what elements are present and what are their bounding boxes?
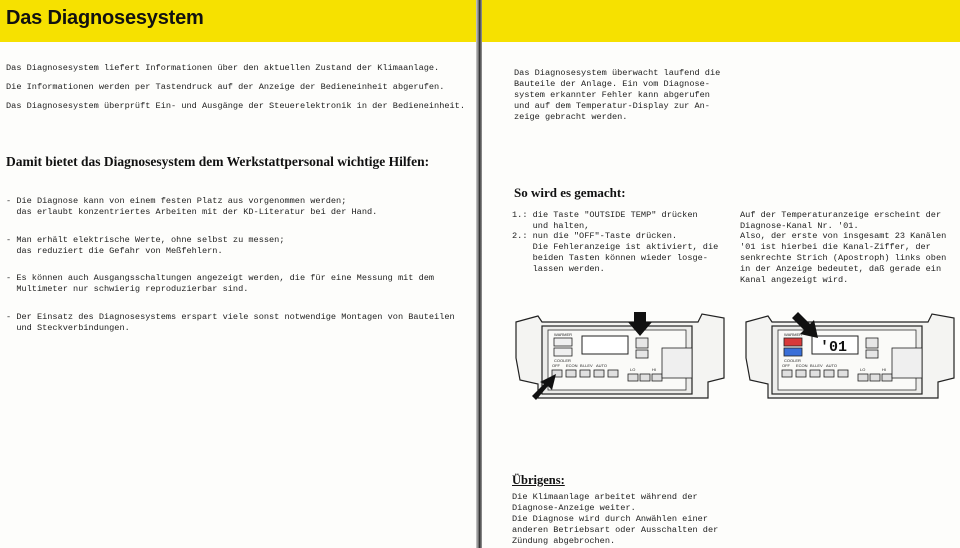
unit2-off-label: OFF bbox=[782, 363, 790, 368]
econ-label: ECON bbox=[566, 363, 578, 368]
right-page bbox=[482, 0, 960, 548]
mode-button-5 bbox=[608, 370, 618, 377]
intro-line-2: Die Informationen werden per Tastendruck auf der Anzeige der Bedieneinheit abgerufen. bbox=[6, 82, 445, 92]
unit2-cooler-label: COOLER bbox=[784, 358, 801, 363]
outside-temp-button bbox=[636, 338, 648, 348]
page-title: Das Diagnosesystem bbox=[6, 7, 204, 29]
unit2-auto-label: AUTO bbox=[826, 363, 838, 368]
unit2-fan-button-hi bbox=[882, 374, 892, 381]
header-bar-right bbox=[482, 0, 960, 42]
unit2-fan-button-lo bbox=[858, 374, 868, 381]
cooler-label: COOLER bbox=[554, 358, 571, 363]
info-line-6: in der Anzeige bedeutet, daß gerade ein bbox=[740, 264, 942, 274]
unit2-cooler-button bbox=[784, 348, 802, 356]
side-button bbox=[636, 350, 648, 358]
bullet-1-line-2: das erlaubt konzentriertes Arbeiten mit der KD-Literatur bei der Hand. bbox=[6, 207, 378, 217]
intro-line-1: Das Diagnosesystem liefert Informationen über den aktuellen Zustand der Klimaanlage. bbox=[6, 63, 440, 73]
bullet-3-line-1: - Es können auch Ausgangsschaltungen angezeigt werden, die für eine Messung mit dem bbox=[6, 273, 435, 283]
unit2-bilev-label: BI-LEV bbox=[810, 363, 823, 368]
right-intro-2: Bauteile der Anlage. Ein vom Diagnose- bbox=[514, 79, 710, 89]
left-page bbox=[0, 0, 476, 548]
bullet-2-line-2: das reduziert die Gefahr von Meßfehlern. bbox=[6, 246, 223, 256]
temp-display bbox=[582, 336, 628, 354]
info-line-7: Kanal angezeigt wird. bbox=[740, 275, 849, 285]
control-unit-illustration-result bbox=[742, 308, 958, 404]
step-line-2: und halten, bbox=[512, 221, 590, 231]
unit2-mode-button-5 bbox=[838, 370, 848, 377]
bilev-label: BI-LEV bbox=[580, 363, 593, 368]
info-line-5: senkrechte Strich (Apostroph) links oben bbox=[740, 253, 947, 263]
unit2-connector-block bbox=[892, 348, 922, 378]
right-intro-3: system erkannter Fehler kann abgerufen bbox=[514, 90, 710, 100]
warmer-label: WARMER bbox=[554, 332, 573, 337]
right-intro-1: Das Diagnosesystem überwacht laufend die bbox=[514, 68, 721, 78]
unit2-off-button bbox=[782, 370, 792, 377]
note-line-1: Die Klimaanlage arbeitet während der bbox=[512, 492, 698, 502]
control-unit-illustration-step bbox=[512, 308, 728, 404]
note-line-3: Die Diagnose wird durch Anwählen einer bbox=[512, 514, 708, 524]
info-line-2: Diagnose-Kanal Nr. '01. bbox=[740, 221, 859, 231]
econ-button bbox=[566, 370, 576, 377]
unit2-display-readout: '01 bbox=[820, 339, 848, 356]
step-line-3: 2.: nun die "OFF"-Taste drücken. bbox=[512, 231, 678, 241]
bullet-2-line-1: - Man erhält elektrische Werte, ohne selbst zu messen; bbox=[6, 235, 285, 245]
info-line-3: Also, der erste von insgesamt 23 Kanälen bbox=[740, 231, 947, 241]
unit2-fan-button-mid bbox=[870, 374, 880, 381]
unit2-econ-button bbox=[796, 370, 806, 377]
cooler-button bbox=[554, 348, 572, 356]
unit2-auto-button bbox=[824, 370, 834, 377]
info-line-4: '01 ist hierbei die Kanal-Ziffer, der bbox=[740, 242, 931, 252]
info-line-1: Auf der Temperaturanzeige erscheint der bbox=[740, 210, 942, 220]
unit2-warmer-button bbox=[784, 338, 802, 346]
step-line-6: lassen werden. bbox=[512, 264, 605, 274]
off-label: OFF bbox=[552, 363, 560, 368]
unit2-econ-label: ECON bbox=[796, 363, 808, 368]
step-line-5: beiden Tasten können wieder losge- bbox=[512, 253, 708, 263]
note-line-4: anderen Betriebsart oder Ausschalten der bbox=[512, 525, 719, 535]
fan-button-mid bbox=[640, 374, 650, 381]
unit2-warmer-label: WARMER bbox=[784, 332, 803, 337]
right-intro-4: und auf dem Temperatur-Display zur An- bbox=[514, 101, 710, 111]
right-intro-5: zeige gebracht werden. bbox=[514, 112, 628, 122]
bullet-4-line-2: und Steckverbindungen. bbox=[6, 323, 130, 333]
bullet-1-line-1: - Die Diagnose kann von einem festen Platz aus vorgenommen werden; bbox=[6, 196, 347, 206]
step-line-4: Die Fehleranzeige ist aktiviert, die bbox=[512, 242, 719, 252]
warmer-button bbox=[554, 338, 572, 346]
bilev-button bbox=[580, 370, 590, 377]
hi-label: HI bbox=[652, 367, 656, 372]
lo-label: LO bbox=[630, 367, 636, 372]
note-heading: Übrigens: bbox=[512, 473, 565, 487]
note-line-5: Zündung abgebrochen. bbox=[512, 536, 616, 546]
unit2-hi-label: HI bbox=[882, 367, 886, 372]
unit2-side-button bbox=[866, 350, 878, 358]
howto-heading: So wird es gemacht: bbox=[514, 185, 626, 200]
note-line-2: Diagnose-Anzeige weiter. bbox=[512, 503, 636, 513]
unit2-lo-label: LO bbox=[860, 367, 866, 372]
fan-button-hi bbox=[652, 374, 662, 381]
intro-line-3: Das Diagnosesystem überprüft Ein- und Ausgänge der Steuerelektronik in der Bedieneinheit. bbox=[6, 101, 465, 111]
bullet-3-line-2: Multimeter nur schwierig reproduzierbar sind. bbox=[6, 284, 249, 294]
auto-label: AUTO bbox=[596, 363, 608, 368]
fan-button-lo bbox=[628, 374, 638, 381]
unit2-bilev-button bbox=[810, 370, 820, 377]
auto-button bbox=[594, 370, 604, 377]
section-heading: Damit bietet das Diagnosesystem dem Werkstattpersonal wichtige Hilfen: bbox=[6, 154, 430, 169]
connector-block bbox=[662, 348, 692, 378]
step-line-1: 1.: die Taste "OUTSIDE TEMP" drücken bbox=[512, 210, 698, 220]
bullet-4-line-1: - Der Einsatz des Diagnosesystems erspart viele sonst notwendige Montagen von Bauteilen bbox=[6, 312, 455, 322]
unit2-outside-temp-button bbox=[866, 338, 878, 348]
